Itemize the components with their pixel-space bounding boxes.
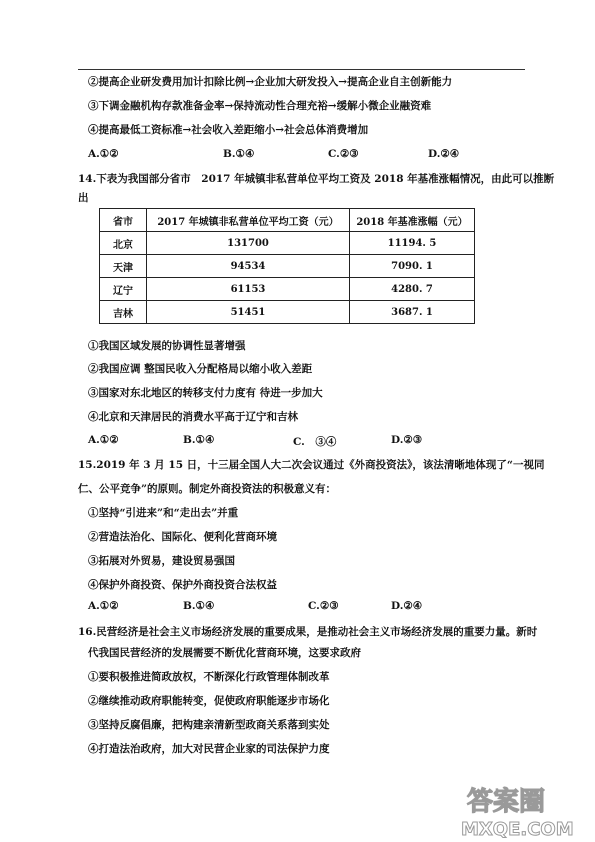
q15-choices	[88, 600, 528, 614]
table-cell: 3687. 1	[350, 301, 475, 324]
q13-item-3: ③下调金融机构存款准备金率→保持流动性合理充裕→缓解小微企业融资难	[88, 100, 432, 112]
q13-choice-b[interactable]: B.①④	[223, 148, 255, 160]
q15-choice-d[interactable]: D.②④	[391, 600, 423, 612]
q16-item-1: ①要积极推进简政放权，不断深化行政管理体制改革	[88, 671, 330, 683]
table-cell: 94534	[147, 255, 350, 278]
q13-choice-d[interactable]: D.②④	[428, 148, 460, 160]
table-cell: 天津	[100, 255, 147, 278]
table-row	[100, 301, 475, 324]
q14-item-2: ②我国应调 整国民收入分配格局以缩小收入差距	[88, 363, 313, 375]
table-cell: 131700	[147, 232, 350, 255]
q16-item-4: ④打造法治政府，加大对民营企业家的司法保护力度	[88, 743, 330, 755]
q15-choice-a[interactable]: A.①②	[88, 600, 119, 612]
wage-table	[99, 208, 475, 324]
table-cell: 北京	[100, 232, 147, 255]
table-header-row	[100, 209, 475, 232]
q16-stem-line1: 16.民营经济是社会主义市场经济发展的重要成果，是推动社会主义市场经济发展的重要力量。新时	[78, 626, 538, 638]
q15-item-2: ②营造法治化、国际化、便利化营商环境	[88, 531, 277, 543]
table-cell: 11194. 5	[350, 232, 475, 255]
q14-choice-a[interactable]: A.①②	[88, 434, 119, 446]
q15-stem-line1: 15.2019 年 3 月 15 日，十三届全国人大二次会议通过《外商投资法》，该法清晰地体现了“一视同	[78, 459, 545, 471]
table-cell: 吉林	[100, 301, 147, 324]
q13-item-2: ②提高企业研发费用加计扣除比例→企业加大研发投入→提高企业自主创新能力	[88, 76, 453, 88]
q14-item-3: ③国家对东北地区的转移支付力度有 待进一步加大	[88, 387, 323, 399]
q15-item-4: ④保护外商投资、保护外商投资合法权益	[88, 579, 277, 591]
q14-choice-c[interactable]: C. ③④	[293, 436, 337, 448]
table-cell: 61153	[147, 278, 350, 301]
table-header-province: 省市	[100, 209, 147, 232]
q15-stem-line2: 仁、公平竞争”的原则。制定外商投资法的积极意义有：	[78, 483, 337, 495]
table-cell: 7090. 1	[350, 255, 475, 278]
watermark-logo	[455, 780, 590, 840]
q15-choice-c[interactable]: C.②③	[308, 600, 339, 612]
watermark-top-text: 答案圈	[467, 787, 546, 817]
q14-choice-d[interactable]: D.②③	[391, 434, 423, 446]
table-cell: 4280. 7	[350, 278, 475, 301]
q16-item-3: ③坚持反腐倡廉，把构建亲清新型政商关系落到实处	[88, 719, 330, 731]
q15-choice-b[interactable]: B.①④	[183, 600, 215, 612]
q14-item-1: ①我国区域发展的协调性显著增强	[88, 340, 246, 352]
q16-item-2: ②继续推动政府职能转变，促使政府职能逐步市场化	[88, 695, 330, 707]
watermark-bottom-text: MXQE.COM	[461, 819, 574, 840]
q13-choices	[88, 148, 528, 162]
q13-choice-a[interactable]: A.①②	[88, 148, 119, 160]
table-row	[100, 232, 475, 255]
table-row	[100, 255, 475, 278]
header-rule	[78, 69, 525, 70]
q15-item-3: ③拓展对外贸易，建设贸易强国	[88, 555, 235, 567]
q16-stem-line2: 代我国民营经济的发展需要不断优化营商环境，这要求政府	[88, 647, 361, 659]
q14-choice-b[interactable]: B.①④	[183, 434, 215, 446]
q14-choices	[88, 434, 528, 448]
table-cell: 辽宁	[100, 278, 147, 301]
table-cell: 51451	[147, 301, 350, 324]
table-row	[100, 278, 475, 301]
q14-stem-line1: 14.下表为我国部分省市 2017 年城镇非私营单位平均工资及 2018 年基准涨幅情况，由此可以推断	[78, 173, 555, 185]
q14-item-4: ④北京和天津居民的消费水平高于辽宁和吉林	[88, 411, 298, 423]
q13-item-4: ④提高最低工资标准→社会收入差距缩小→社会总体消费增加	[88, 124, 369, 136]
q14-stem-line2: 出	[78, 192, 89, 204]
q15-item-1: ①坚持“引进来”和“走出去”并重	[88, 507, 239, 519]
table-header-increase: 2018 年基准涨幅（元）	[350, 209, 475, 232]
table-header-wage: 2017 年城镇非私营单位平均工资（元）	[147, 209, 350, 232]
q13-choice-c[interactable]: C.②③	[328, 148, 359, 160]
